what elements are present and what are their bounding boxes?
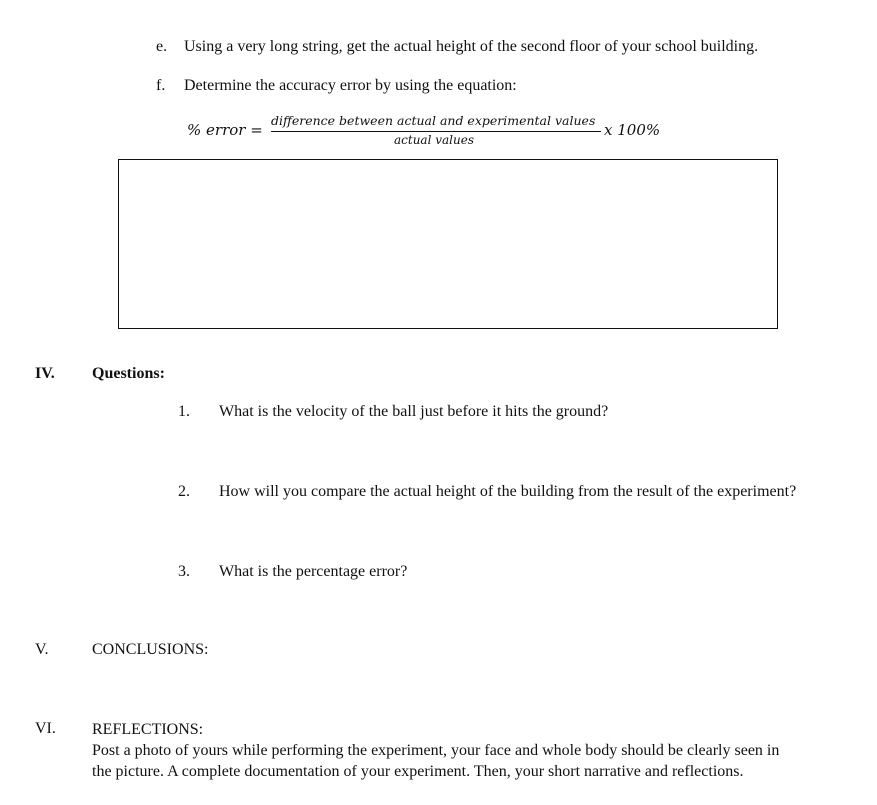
section-v-numeral: V. — [35, 641, 49, 658]
section-vi-numeral: VI. — [35, 720, 56, 737]
step-e-text: Using a very long string, get the actual height of the second floor of your school building. — [184, 38, 759, 55]
fraction-bar — [271, 131, 601, 132]
question-2-text: How will you compare the actual height of the building from the result of the experiment? — [219, 483, 797, 500]
equation-lhs: % error = — [187, 121, 263, 139]
answer-box[interactable] — [118, 159, 778, 329]
step-f-text: Determine the accuracy error by using the equation: — [184, 77, 517, 94]
section-iv-title: Questions: — [92, 365, 165, 382]
question-2-number: 2. — [178, 483, 190, 500]
step-e-letter: e. — [156, 38, 168, 55]
equation-denominator: actual values — [394, 133, 474, 147]
reflections-line-1: Post a photo of yours while performing the experiment, your face and whole body should be clearly seen in — [92, 742, 780, 759]
step-f-letter: f. — [156, 77, 166, 94]
equation-rhs: x 100% — [604, 121, 661, 139]
section-vi-title: REFLECTIONS: — [92, 721, 204, 738]
reflections-line-2: the picture. A complete documentation of your experiment. Then, your short narrative and reflections. — [92, 763, 744, 780]
question-1-text: What is the velocity of the ball just before it hits the ground? — [219, 403, 609, 420]
section-v-title: CONCLUSIONS: — [92, 641, 209, 658]
question-1-number: 1. — [178, 403, 190, 420]
equation-numerator: difference between actual and experimental values — [271, 113, 596, 128]
question-3-number: 3. — [178, 563, 190, 580]
section-iv-numeral: IV. — [35, 365, 55, 382]
question-3-text: What is the percentage error? — [219, 563, 408, 580]
